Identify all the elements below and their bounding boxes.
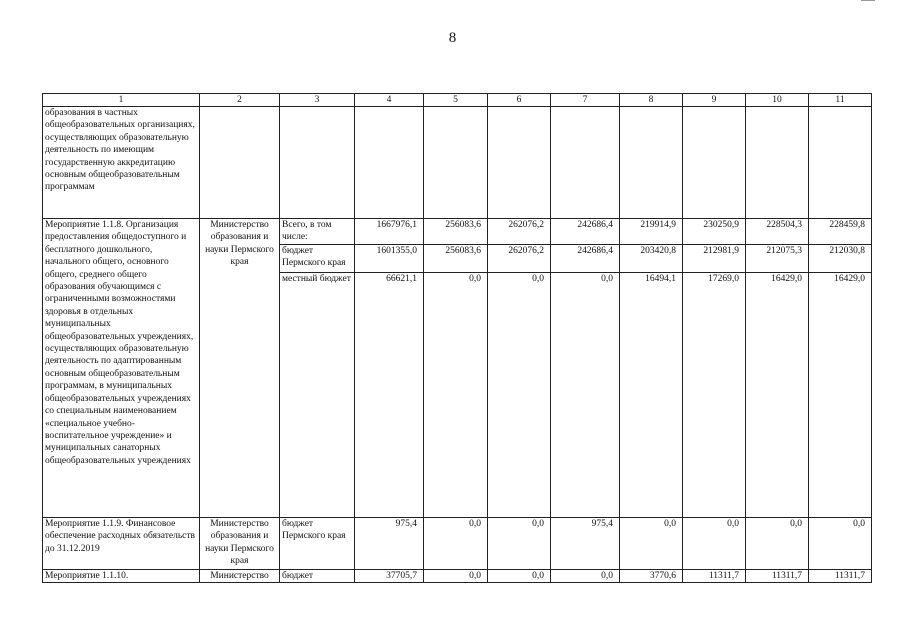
amount-cell: 11311,7: [746, 569, 809, 582]
measure-cell: Мероприятие 1.1.9. Финансовое обеспечение расходных обязательств до 31.12.2019: [43, 517, 200, 569]
column-header: 9: [683, 94, 746, 107]
amount-cell: 228504,3: [746, 219, 809, 245]
column-header: 2: [200, 94, 280, 107]
amount-cell: 0,0: [551, 569, 620, 582]
amount-cell: 1601355,0: [355, 244, 424, 272]
measure-cell: образования в частных общеобразовательных организациях, осуществляющих образовательную деятельность по имеющим государственную аккредитацию основным общеобразовательным программам: [43, 107, 200, 219]
funding-source-cell: местный бюджет: [280, 272, 355, 517]
table-body: [43, 94, 872, 583]
amount-cell: 212030,8: [809, 244, 872, 272]
amount-cell: 212981,9: [683, 244, 746, 272]
column-header: 7: [551, 94, 620, 107]
column-header: 10: [746, 94, 809, 107]
empty-cell: [551, 107, 620, 219]
column-header: 8: [620, 94, 683, 107]
amount-cell: 0,0: [424, 272, 488, 517]
table-row: [43, 517, 872, 569]
amount-cell: 16429,0: [809, 272, 872, 517]
page-number: 8: [448, 30, 457, 46]
amount-cell: 975,4: [551, 517, 620, 569]
amount-cell: 203420,8: [620, 244, 683, 272]
amount-cell: 3770,6: [620, 569, 683, 582]
table-row: [43, 107, 872, 219]
amount-cell: 975,4: [355, 517, 424, 569]
empty-cell: [280, 107, 355, 219]
column-header: 1: [43, 94, 200, 107]
empty-cell: [746, 107, 809, 219]
amount-cell: 0,0: [620, 517, 683, 569]
amount-cell: 0,0: [551, 272, 620, 517]
amount-cell: 242686,4: [551, 219, 620, 245]
amount-cell: 256083,6: [424, 219, 488, 245]
executor-cell: Министерство образования и науки Пермского края: [200, 219, 280, 518]
amount-cell: 262076,2: [488, 244, 551, 272]
amount-cell: 212075,3: [746, 244, 809, 272]
executor-cell: Министерство: [200, 569, 280, 582]
amount-cell: 0,0: [809, 517, 872, 569]
column-header: 4: [355, 94, 424, 107]
funding-source-cell: бюджет: [280, 569, 355, 582]
amount-cell: 0,0: [488, 272, 551, 517]
executor-cell: [200, 107, 280, 219]
amount-cell: 16494,1: [620, 272, 683, 517]
amount-cell: 262076,2: [488, 219, 551, 245]
amount-cell: 0,0: [746, 517, 809, 569]
amount-cell: 0,0: [683, 517, 746, 569]
empty-cell: [620, 107, 683, 219]
empty-cell: [683, 107, 746, 219]
corner-mark: [861, 0, 875, 1]
amount-cell: 256083,6: [424, 244, 488, 272]
amount-cell: 11311,7: [809, 569, 872, 582]
amount-cell: 230250,9: [683, 219, 746, 245]
empty-cell: [488, 107, 551, 219]
empty-cell: [424, 107, 488, 219]
amount-cell: 11311,7: [683, 569, 746, 582]
amount-cell: 0,0: [488, 569, 551, 582]
funding-source-cell: бюджет Пермского края: [280, 517, 355, 569]
amount-cell: 16429,0: [746, 272, 809, 517]
amount-cell: 17269,0: [683, 272, 746, 517]
column-header: 5: [424, 94, 488, 107]
table-row: [43, 569, 872, 582]
executor-cell: Министерство образования и науки Пермского края: [200, 517, 280, 569]
measure-cell: Мероприятие 1.1.8. Организация предоставления общедоступного и бесплатного дошкольного, начального общего, основного общего, среднего общего образования обучающимся с ограниченными возможностями здоровья в отдельных муниципальных общеобразовательных учреждениях, осуществляющих образовательную деятельность по адаптированным основным общеобразовательным программам, в муниципальных общеобразовательных учреждениях со специальным наименованием «специальное учебно-воспитательное учреждение» и муниципальных санаторных общеобразовательных учреждениях: [43, 219, 200, 518]
funding-source-cell: Всего, в том числе:: [280, 219, 355, 245]
amount-cell: 0,0: [424, 569, 488, 582]
column-header: 3: [280, 94, 355, 107]
amount-cell: 219914,9: [620, 219, 683, 245]
amount-cell: 0,0: [424, 517, 488, 569]
table-row: [43, 219, 872, 245]
amount-cell: 242686,4: [551, 244, 620, 272]
amount-cell: 1667976,1: [355, 219, 424, 245]
amount-cell: 37705,7: [355, 569, 424, 582]
amount-cell: 228459,8: [809, 219, 872, 245]
header-row: [43, 94, 872, 107]
budget-table: [42, 93, 872, 583]
amount-cell: 0,0: [488, 517, 551, 569]
empty-cell: [355, 107, 424, 219]
funding-source-cell: бюджет Пермского края: [280, 244, 355, 272]
measure-cell: Мероприятие 1.1.10.: [43, 569, 200, 582]
column-header: 6: [488, 94, 551, 107]
column-header: 11: [809, 94, 872, 107]
empty-cell: [809, 107, 872, 219]
amount-cell: 66621,1: [355, 272, 424, 517]
